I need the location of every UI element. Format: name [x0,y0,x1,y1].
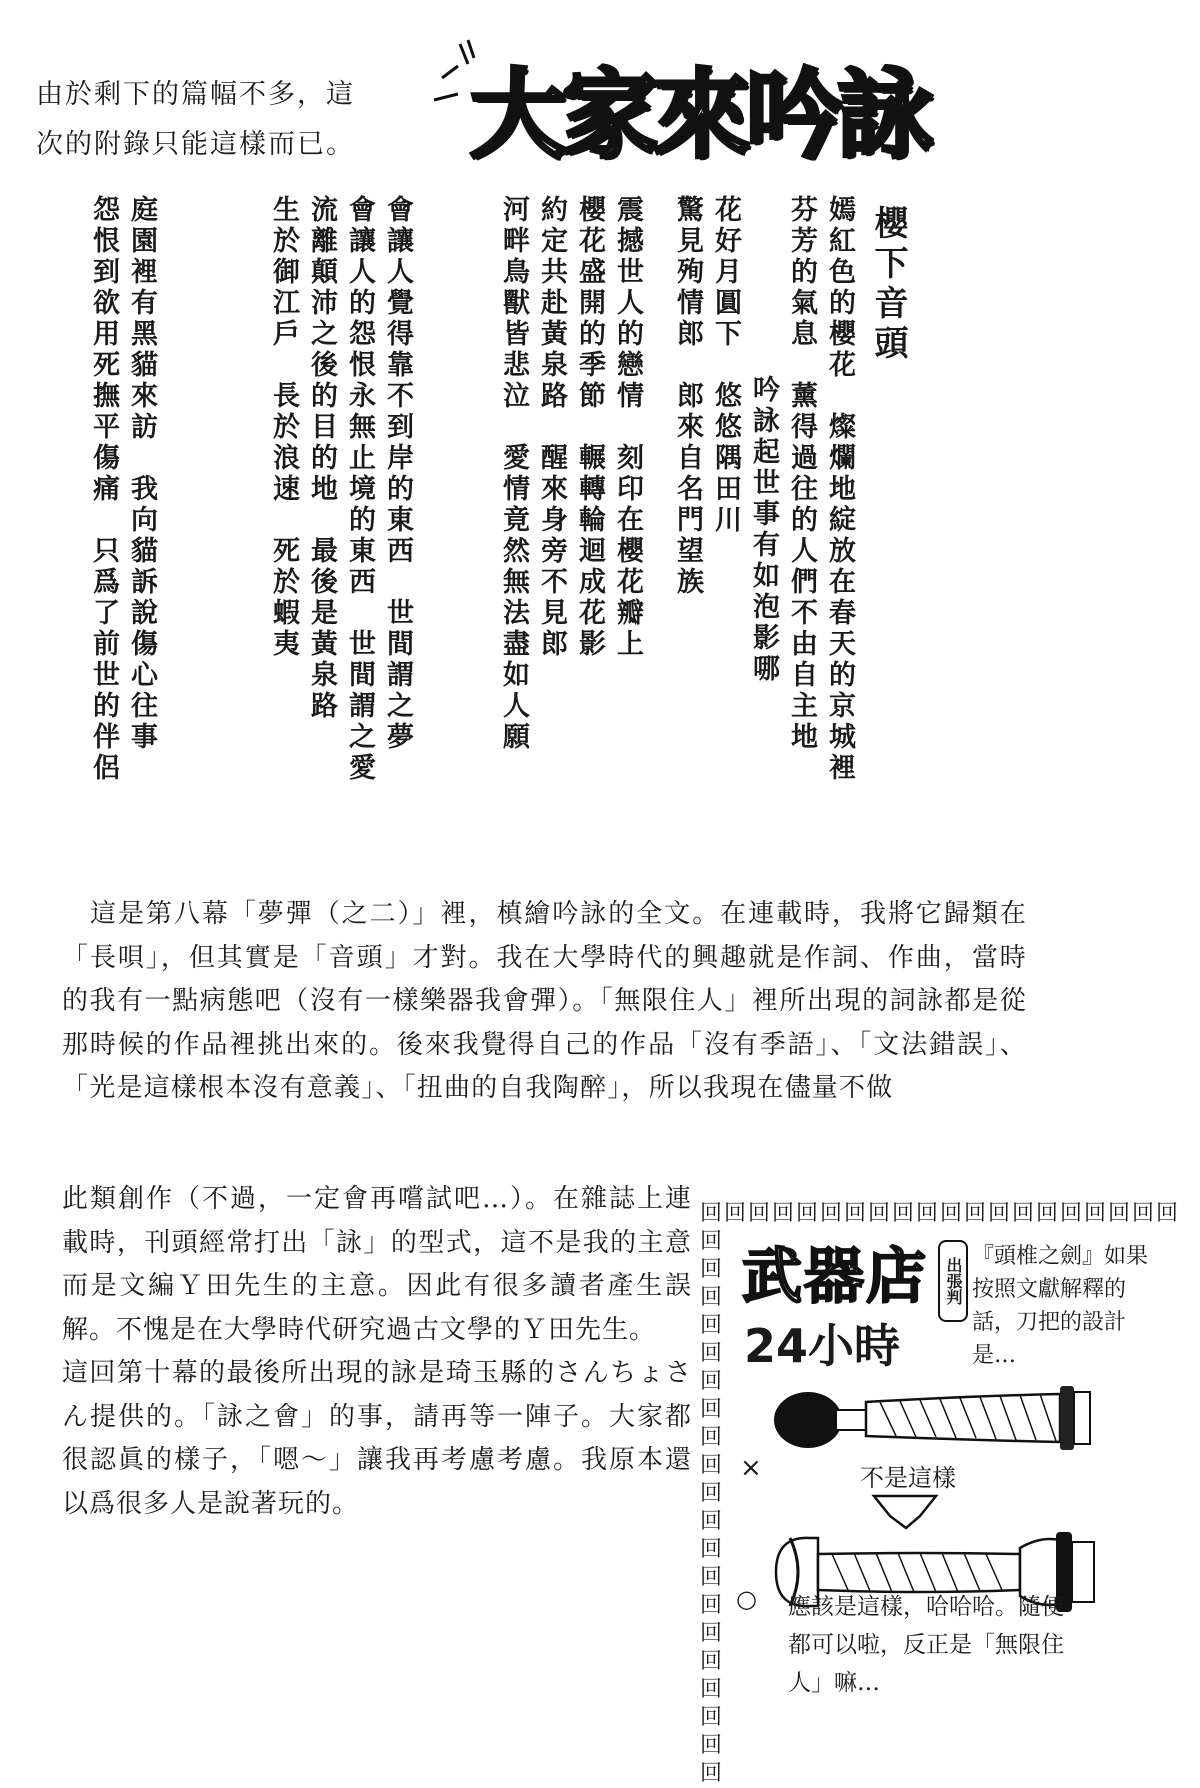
shop-hours: 24小時 [744,1319,901,1373]
essay-paragraph-3: 這回第十幕的最後所出現的詠是琦玉縣的さんちょさん提供的。「詠之會」的事，請再等一陣子。大家都很認眞的樣子，「嗯～」讓我再考慮考慮。我原本還以爲很多人是說著玩的。 [62,1358,692,1519]
intro-line-1: 由於剩下的篇幅不多，這 [36,79,355,110]
poem-line: 嫣紅色的櫻花 燦爛地綻放在春天的京城裡 [824,195,855,784]
intro-text [36,70,416,170]
page-title: 大家來吟詠 [470,59,930,171]
poem-block [60,195,1010,835]
poem-line: 櫻花盛開的季節 輾轉輪迴成花影 [574,195,605,660]
poem-line: 花好月圓下 悠悠隅田川 [710,195,741,536]
intro-line-2: 次的附錄只能這樣而已。 [36,129,355,160]
arrow-down-icon [870,1492,940,1532]
poem-line: 生於御江戶 長於浪速 死於蝦夷 [268,195,299,660]
essay-paragraph-2: 此類創作（不過，一定會再嚐試吧…）。在雜誌上連載時，刊頭經常打出「詠」的型式，這不是我的主意而是文編Ｙ田先生的主意。因此有很多讀者產生誤解。不愧是在大學時代研究過古文學的Ｙ田先生。 [62,1184,692,1345]
poem-title: 櫻下音頭 [868,205,908,365]
poem-line: 震撼世人的戀情 刻印在櫻花瓣上 [612,195,643,660]
right-caption: 應該是這樣，哈哈哈。隨便都可以啦，反正是「無限住人」嘛… [788,1594,1064,1696]
meander-border-left: 回回回回回回回回回回回回回回回回回回回回 [700,1229,723,1786]
essay-continuation-block [62,1178,692,1526]
poem-line: 約定共赴黃泉路 醒來身旁不見郎 [536,195,567,660]
poem-line: 吟詠起世事有如泡影哪 [748,375,779,685]
weapon-shop-panel [700,1200,1200,1786]
shop-note: 『頭椎之劍』如果按照文獻解釋的話，刀把的設計是… [972,1244,1149,1368]
right-mark: ○ [736,1585,757,1613]
wrong-caption: 不是這樣 [860,1464,956,1492]
essay-paragraph-1: 這是第八幕「夢彈（之二）」裡，槙繪吟詠的全文。在連載時，我將它歸類在「長唄」，但其實是「音頭」才對。我在大學時代的興趣就是作詞、作曲，當時的我有一點病態吧（沒有一樣樂器我會彈）。「無限住人」裡所出現的詞詠都是從那時候的作品裡挑出來的。後來我覺得自己的作品「沒有季語」、「文法錯誤」、「光是這樣根本沒有意義」、「扭曲的自我陶醉」，所以我現在儘量不做 [62,899,1027,1103]
poem-line: 會讓人的怨恨永無止境的東西 世間謂之愛 [344,195,375,784]
poem-line: 流離顛沛之後的目的地 最後是黃泉路 [306,195,337,722]
emphasis-marks-icon [428,38,476,108]
poem-line: 庭園裡有黑貓來訪 我向貓訴說傷心往事 [126,195,157,753]
shop-badge: 出張判 [938,1240,968,1322]
essay-paragraph-1-block [62,893,1027,1111]
poem-line: 怨恨到欲用死撫平傷痛 只爲了前世的伴侶 [88,195,119,784]
sword-hilt-wrong-illustration [770,1380,1100,1462]
shop-name: 武器店 [742,1242,928,1312]
poem-line: 會讓人覺得靠不到岸的東西 世間謂之夢 [382,195,413,753]
wrong-mark: × [740,1453,762,1483]
poem-line: 河畔鳥獸皆悲泣 愛情竟然無法盡如人願 [498,195,529,753]
poem-line: 驚見殉情郎 郎來自名門望族 [672,195,703,598]
poem-line: 芬芳的氣息 薰得過往的人們不由自主地 [786,195,817,753]
meander-border-top: 回回回回回回回回回回回回回回回回回回回回 [700,1201,1181,1226]
